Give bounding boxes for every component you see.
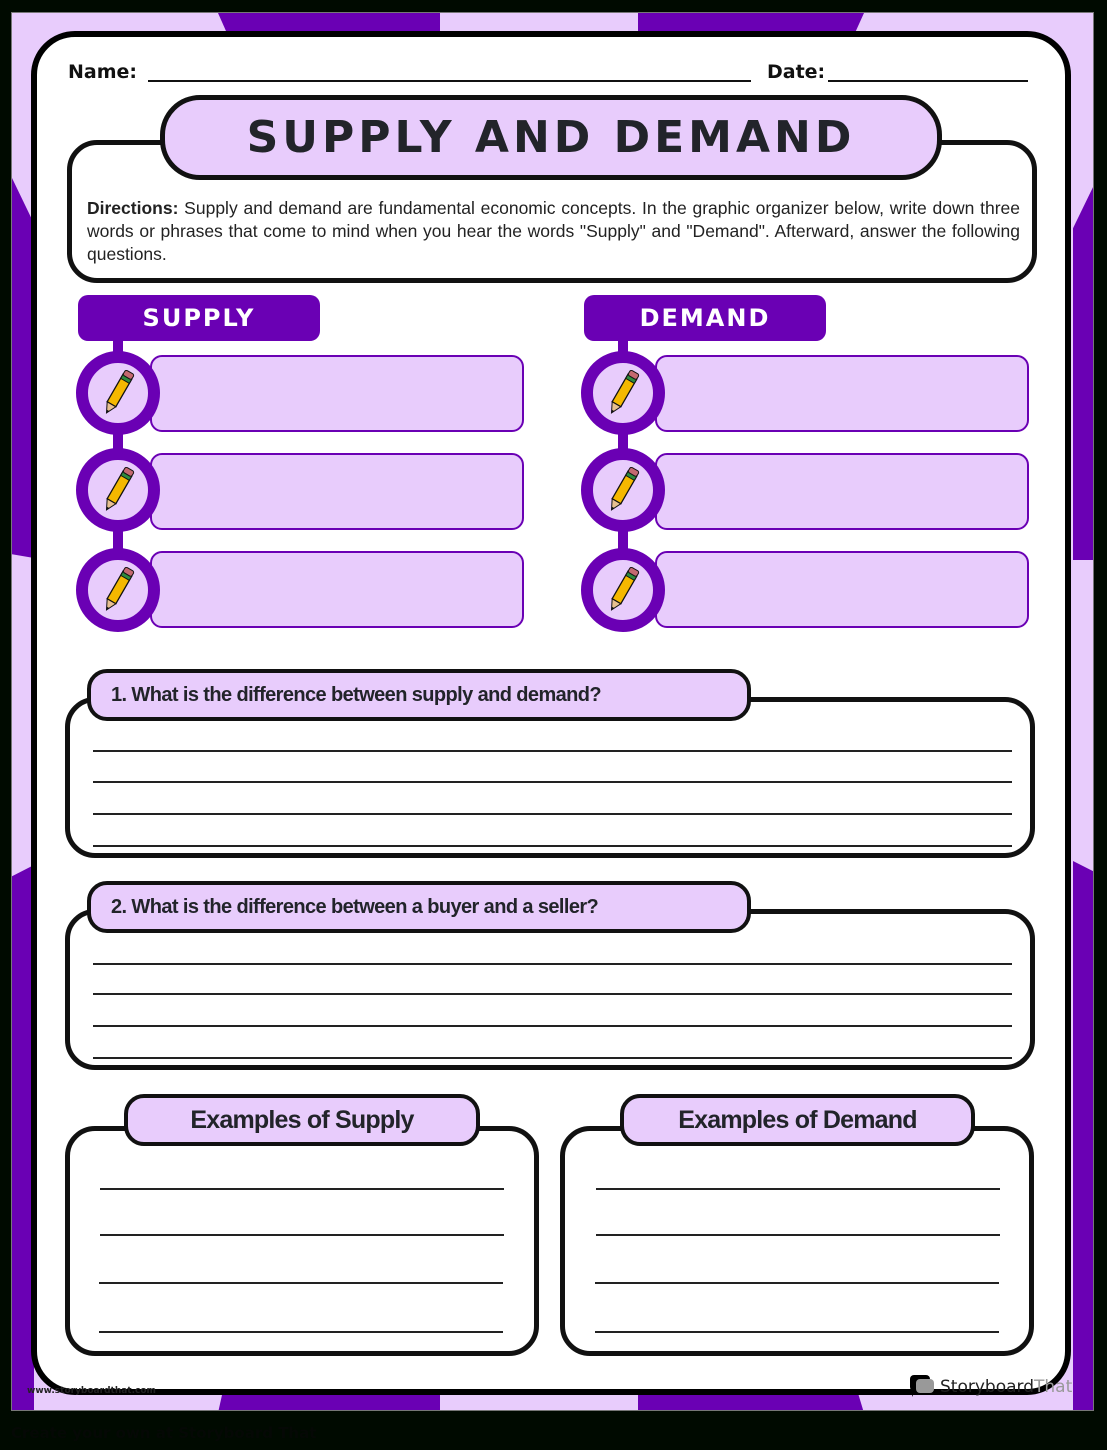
answer-line[interactable]	[93, 1057, 1012, 1059]
examples-supply-box	[65, 1126, 539, 1356]
supply-entry-1[interactable]	[150, 355, 524, 432]
pencil-badge	[581, 548, 665, 632]
answer-line[interactable]	[93, 845, 1012, 847]
answer-line[interactable]	[93, 750, 1012, 752]
answer-line[interactable]	[99, 1282, 503, 1284]
answer-line[interactable]	[596, 1188, 1000, 1190]
footer-url[interactable]: www.storyboardthat.com	[27, 1386, 156, 1396]
decor-stripe	[638, 13, 864, 33]
pencil-badge	[581, 351, 665, 435]
pencil-badge	[581, 448, 665, 532]
decor-stripe	[1073, 183, 1094, 560]
storyboardthat-logo[interactable]	[910, 1375, 1072, 1399]
demand-entry-1[interactable]	[655, 355, 1029, 432]
question-2-tab	[87, 881, 751, 933]
answer-line[interactable]	[100, 1234, 504, 1236]
demand-entry-2[interactable]	[655, 453, 1029, 530]
supply-entry-2[interactable]	[150, 453, 524, 530]
supply-entry-3[interactable]	[150, 551, 524, 628]
question-2-answer-box	[65, 909, 1035, 1070]
decor-stripe	[1073, 861, 1094, 1411]
demand-entry-3[interactable]	[655, 551, 1029, 628]
examples-demand-box	[560, 1126, 1034, 1356]
date-label: Date:	[767, 61, 826, 83]
directions-body: Supply and demand are fundamental economic concepts. In the graphic organizer below, write down three words or phrases that come to mind when you hear the words "Supply" and "Demand". Afterward, answer the following questions.	[87, 198, 1020, 264]
create-your-own-link[interactable]: Create your own at Storyboard That	[11, 1424, 317, 1442]
answer-line[interactable]	[93, 963, 1012, 965]
brand-suffix: That	[1034, 1377, 1073, 1397]
pencil-badge	[76, 351, 160, 435]
speech-bubble-icon	[910, 1375, 936, 1399]
answer-line[interactable]	[93, 1025, 1012, 1027]
title-banner	[160, 95, 942, 180]
pencil-icon	[98, 368, 138, 418]
brand-main: Storyboard	[940, 1377, 1034, 1397]
answer-line[interactable]	[595, 1282, 999, 1284]
answer-line[interactable]	[596, 1234, 1000, 1236]
examples-supply-tab	[124, 1094, 480, 1146]
page-title: SUPPLY AND DEMAND	[246, 112, 856, 163]
name-label: Name:	[68, 61, 138, 83]
demand-heading: DEMAND	[639, 304, 771, 332]
answer-line[interactable]	[93, 993, 1012, 995]
question-1-tab	[87, 669, 751, 721]
name-field[interactable]	[148, 80, 751, 82]
answer-line[interactable]	[93, 813, 1012, 815]
pencil-badge	[76, 548, 160, 632]
examples-demand-tab	[620, 1094, 975, 1146]
answer-line[interactable]	[99, 1331, 503, 1333]
supply-heading: SUPPLY	[142, 304, 256, 332]
examples-demand-heading: Examples of Demand	[678, 1105, 917, 1134]
question-1-answer-box	[65, 697, 1035, 858]
directions-text	[87, 197, 1020, 266]
pencil-icon	[98, 565, 138, 615]
pencil-icon	[603, 565, 643, 615]
answer-line[interactable]	[100, 1188, 504, 1190]
directions-label: Directions:	[87, 198, 179, 218]
pencil-icon	[603, 465, 643, 515]
pencil-icon	[98, 465, 138, 515]
answer-line[interactable]	[93, 781, 1012, 783]
pencil-icon	[603, 368, 643, 418]
answer-line[interactable]	[595, 1331, 999, 1333]
decor-stripe	[218, 13, 440, 33]
date-field[interactable]	[828, 80, 1028, 82]
question-2-label: 2. What is the difference between a buyer and a seller?	[111, 895, 599, 918]
examples-supply-heading: Examples of Supply	[190, 1105, 414, 1134]
question-1-label: 1. What is the difference between supply and demand?	[111, 683, 602, 706]
pencil-badge	[76, 448, 160, 532]
